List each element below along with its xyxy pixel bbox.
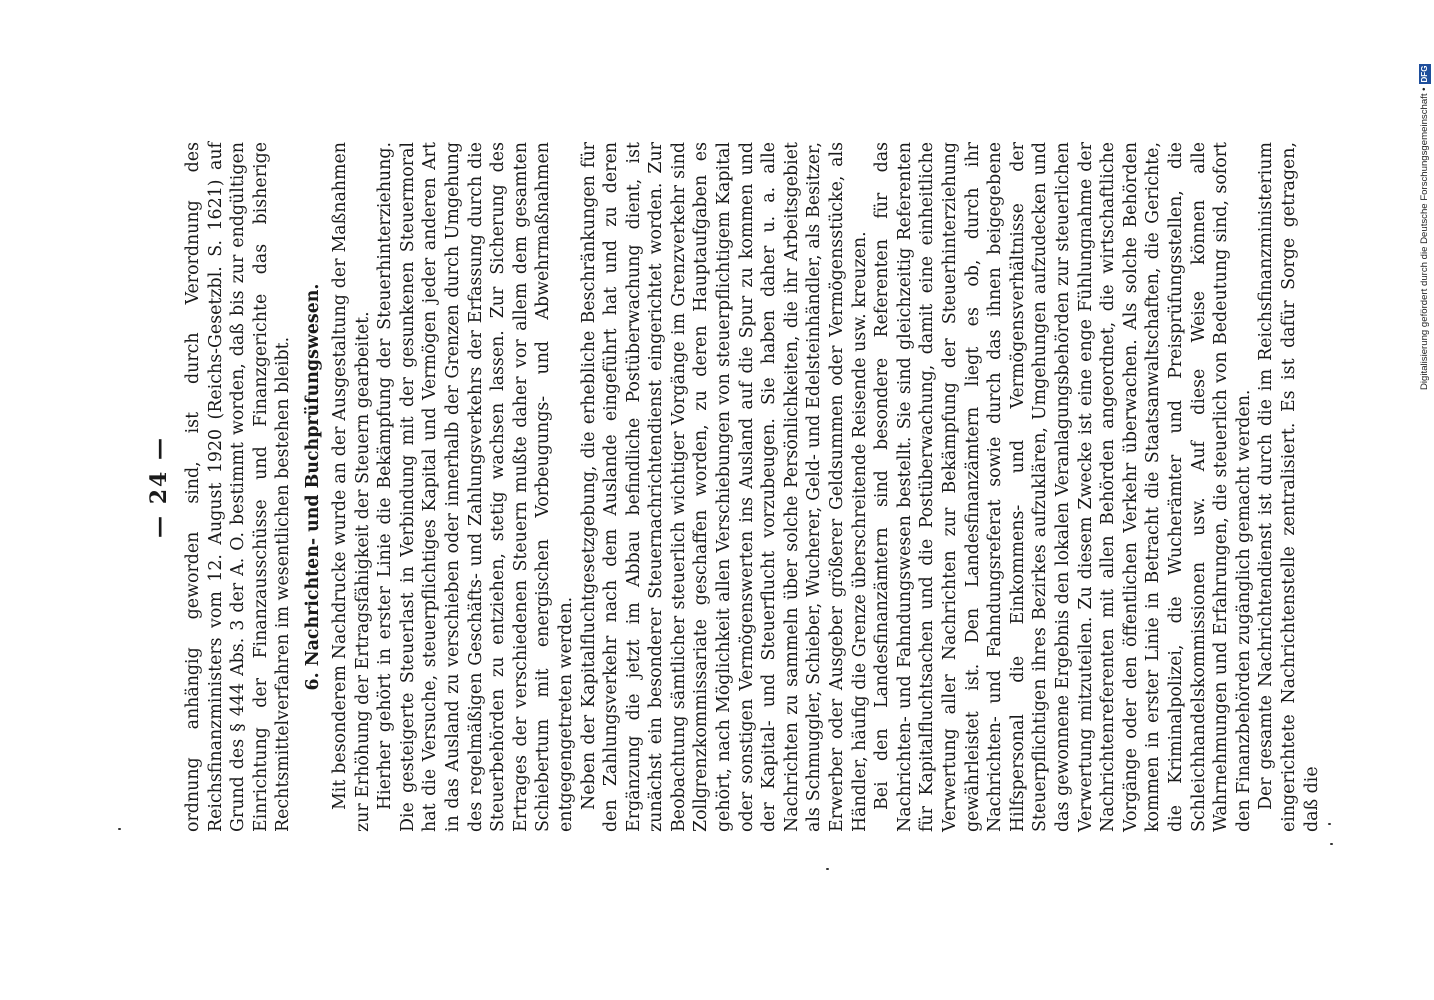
paragraph: Der gesamte Nachrichtendienst ist durch die im Reichsfinanzministerium eingerichtete Nachrichtenstelle zentralisiert. Es ist dafür Sorge getragen, daß die <box>1256 142 1322 832</box>
scan-speck <box>1330 843 1333 845</box>
credit-text: Digitalisierung gefördert durch die Deutsche Forschungsgemeinschaft • <box>1419 87 1430 390</box>
scan-speck <box>1328 823 1331 825</box>
scan-speck <box>118 828 121 830</box>
paragraph: Bei den Landesfinanzämtern sind besondere Referenten für das Nachrichten- und Fahndungswesen bestellt. Sie sind gleichzeitig Referenten für Kapitalfluchtsachen und die Postüberwachung, damit eine einheitliche Verwertung aller Nachrichten zur Bekämpfung der Steuerhinterziehung gewährleistet ist. Den Landesfinanzämtern liegt es ob, durch ihr Nachrichten- und Fahndungsreferat sowie durch das ihnen beigegebene Hilfspersonal die Einkommens- und Vermögensverhältnisse der Steuerpflichtigen ihres Bezirkes aufzuklären, Umgehungen aufzudecken und das gewonnene Ergebnis den lokalen Veranlagungsbehörden zur steuerlichen Verwertung mitzuteilen. Zu diesem Zwecke ist eine enge Fühlungnahme der Nachrichtenreferenten mit allen Behörden angeordnet, die wirtschaftliche Vorgänge oder den öffentlichen Verkehr überwachen. Als solche Behörden kommen in erster Linie in Betracht die Staatsanwaltschaften, die Gerichte, die Kriminalpolizei, die Wucherämter und Preisprüfungsstellen, die Schleichhandelskommissionen usw. Auf diese Weise können alle Wahrnehmungen und Erfahrungen, die steuerlich von Bedeutung sind, sofort den Finanzbehörden zugänglich gemacht werden. <box>872 142 1254 832</box>
rotated-document-page <box>140 0 1322 850</box>
page-number-header: — 24 — <box>146 436 172 538</box>
page-content <box>140 142 1322 832</box>
paragraph: Neben der Kapitalfluchtgesetzgebung, die erhebliche Beschränkungen für den Zahlungsverkehr nach dem Auslande eingeführt hat und zu deren Ergänzung die jetzt im Abbau befindliche Postüberwachung dient, ist zunächst ein besonderer Steuernachrichtendienst eingerichtet worden. Zur Beobachtung sämtlicher steuerlich wichtiger Vorgänge im Grenzverkehr sind Zollgrenzkommissariate geschaffen worden, zu deren Hauptaufgaben es gehört, nach Möglichkeit allen Verschiebungen von steuerpflichtigem Kapital oder sonstigen Vermögenswerten ins Ausland auf die Spur zu kommen und der Kapital- und Steuerflucht vorzubeugen. Sie haben daher u. a. alle Nachrichten zu sammeln über solche Persönlichkeiten, die ihr Arbeitsgebiet als Schmuggler, Schieber, Wucherer, Geld- und Edelsteinhändler, als Besitzer, Erwerber oder Ausgeber größerer Geldsummen oder Vermögensstücke, als Händler, häufig die Grenze überschreitende Reisende usw. kreuzen. <box>578 142 870 832</box>
dfg-logo-badge: DFG <box>1420 65 1429 83</box>
digitization-credit-text <box>1415 10 1434 390</box>
paragraph: Hierher gehört in erster Linie die Bekämpfung der Steuerhinterziehung. Die gesteigerte Steuerlast in Verbindung mit der gesunkenen Steuermoral hat die Versuche, steuerpflichtiges Kapital und Vermögen jeder anderen Art in das Ausland zu verschieben oder innerhalb der Grenzen durch Umgehung des regelmäßigen Geschäfts- und Zahlungsverkehrs der Erfassung durch die Steuerbehörden zu entziehen, stetig wachsen lassen. Zur Sicherung des Ertrages der verschiedenen Steuern mußte daher vor allem dem gesamten Schiebertum mit energischen Vorbeugungs- und Abwehrmaßnahmen entgegengetreten werden. <box>375 142 576 832</box>
section-title: 6. Nachrichten- und Buchprüfungswesen. <box>302 283 323 691</box>
scan-speck <box>826 868 829 870</box>
digitization-credit <box>1413 10 1433 390</box>
paragraph: Mit besonderem Nachdrucke wurde an der Ausgestaltung der Maßnahmen zur Erhöhung der Ertragsfähigkeit der Steuern gearbeitet. <box>329 142 373 832</box>
paragraph-continuation: ordnung anhängig geworden sind, ist durch Verordnung des Reichsfinanzministers vom 12. August 1920 (Reichs-Gesetzbl. S. 1621) auf Grund des § 444 Abs. 3 der A. O. bestimmt worden, daß bis zur endgültigen Einrichtung der Finanzausschüsse und Finanzgerichte das bisherige Rechtsmittelverfahren im wesentlichen bestehen bleibt. <box>183 142 294 832</box>
